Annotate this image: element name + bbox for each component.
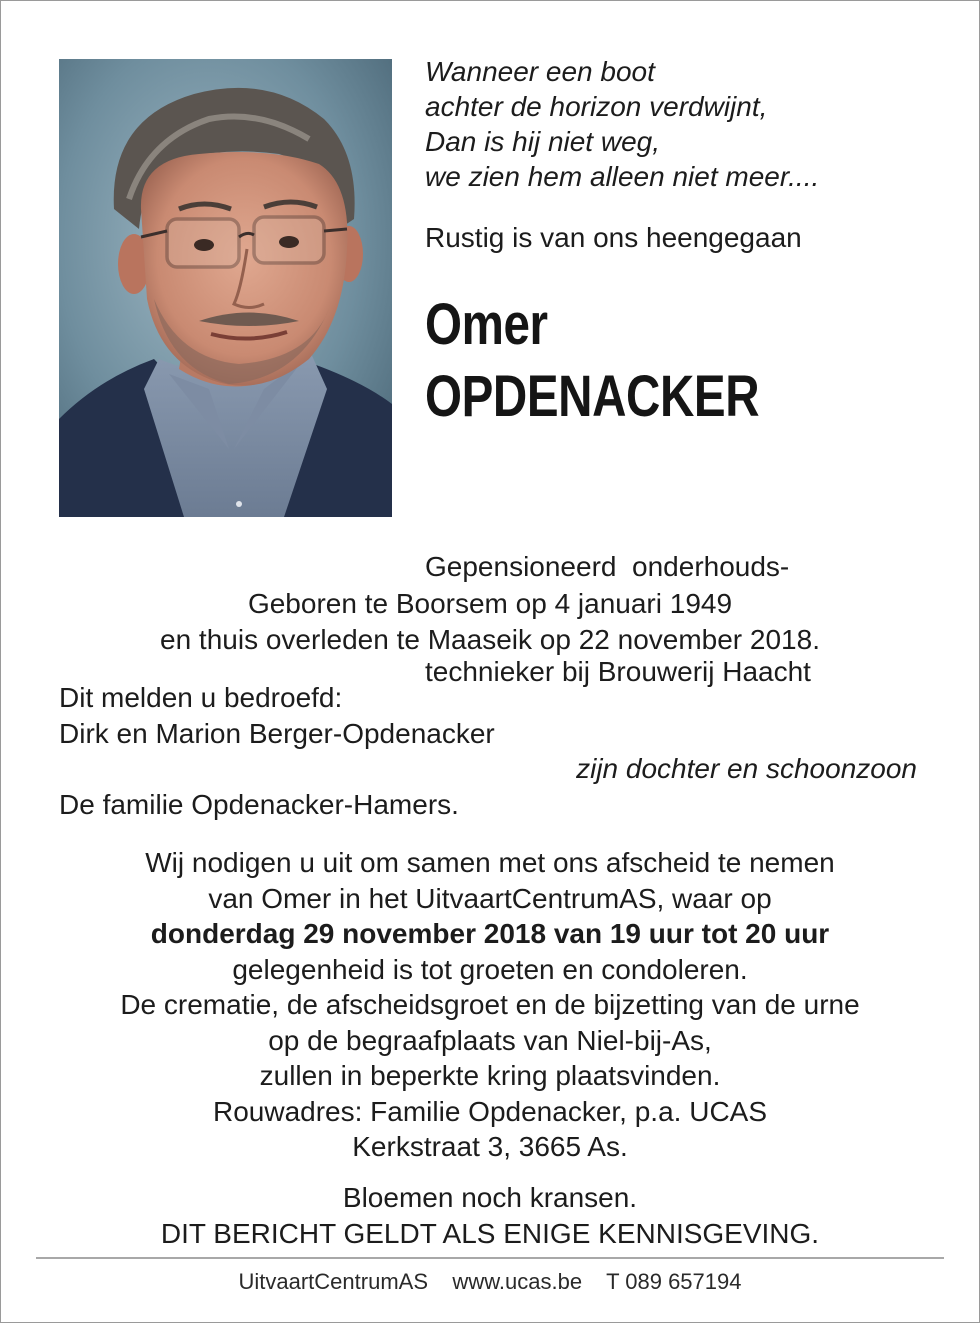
occupation-line: technieker bij Brouwerij Haacht — [425, 656, 811, 687]
family-section — [59, 680, 919, 822]
mourning-address: Rouwadres: Familie Opdenacker, p.a. UCAS — [212, 1095, 768, 1127]
invitation-line: gelegenheid is tot groeten en condoleren. — [232, 953, 748, 985]
closing-line: Bloemen noch kransen. — [342, 1182, 638, 1213]
occupation-line: Gepensioneerd onderhouds- — [425, 551, 790, 582]
poem-line: we zien hem alleen niet meer.... — [425, 161, 820, 192]
closing-line: DIT BERICHT GELDT ALS ENIGE KENNISGEVING. — [160, 1217, 820, 1249]
invitation-line: op de begraafplaats van Niel-bij-As, — [268, 1024, 712, 1056]
invitation-line: De crematie, de afscheidsgroet en de bijzetting van de urne — [120, 989, 860, 1020]
poem-line: achter de horizon verdwijnt, — [425, 91, 768, 122]
footer: UitvaartCentrumAS www.ucas.be T 089 657194 — [238, 1269, 742, 1294]
invitation-line: Wij nodigen u uit om samen met ons afscheid te nemen — [145, 847, 835, 878]
last-name: OPDENACKER — [425, 364, 760, 429]
poem-line: Dan is hij niet weg, — [425, 126, 661, 157]
closing — [0, 1180, 980, 1251]
poem — [425, 54, 819, 194]
invitation-line: zullen in beperkte kring plaatsvinden. — [259, 1060, 721, 1091]
footer-divider — [36, 1257, 944, 1259]
family-member: Dirk en Marion Berger-Opdenacker — [59, 717, 495, 749]
first-name: Omer — [425, 292, 548, 357]
invitation — [0, 845, 980, 1165]
visitation-date: donderdag 29 november 2018 van 19 uur tot 20 uur — [150, 918, 830, 949]
mourning-address-street: Kerkstraat 3, 3665 As. — [352, 1131, 628, 1162]
birth-death-info — [0, 586, 980, 657]
death-line: en thuis overleden te Maaseik op 22 november 2018. — [160, 623, 820, 655]
family-relation: zijn dochter en schoonzoon — [576, 753, 917, 784]
poem-line: Wanneer een boot — [425, 56, 655, 87]
family-header: Dit melden u bedroefd: — [59, 682, 343, 713]
invitation-line: van Omer in het UitvaartCentrumAS, waar op — [208, 882, 772, 914]
portrait-photo — [59, 59, 392, 517]
birth-line: Geboren te Boorsem op 4 januari 1949 — [247, 588, 733, 619]
intro-text: Rustig is van ons heengegaan — [425, 222, 802, 253]
deceased-name — [425, 289, 759, 433]
family-member: De familie Opdenacker-Hamers. — [59, 788, 459, 820]
